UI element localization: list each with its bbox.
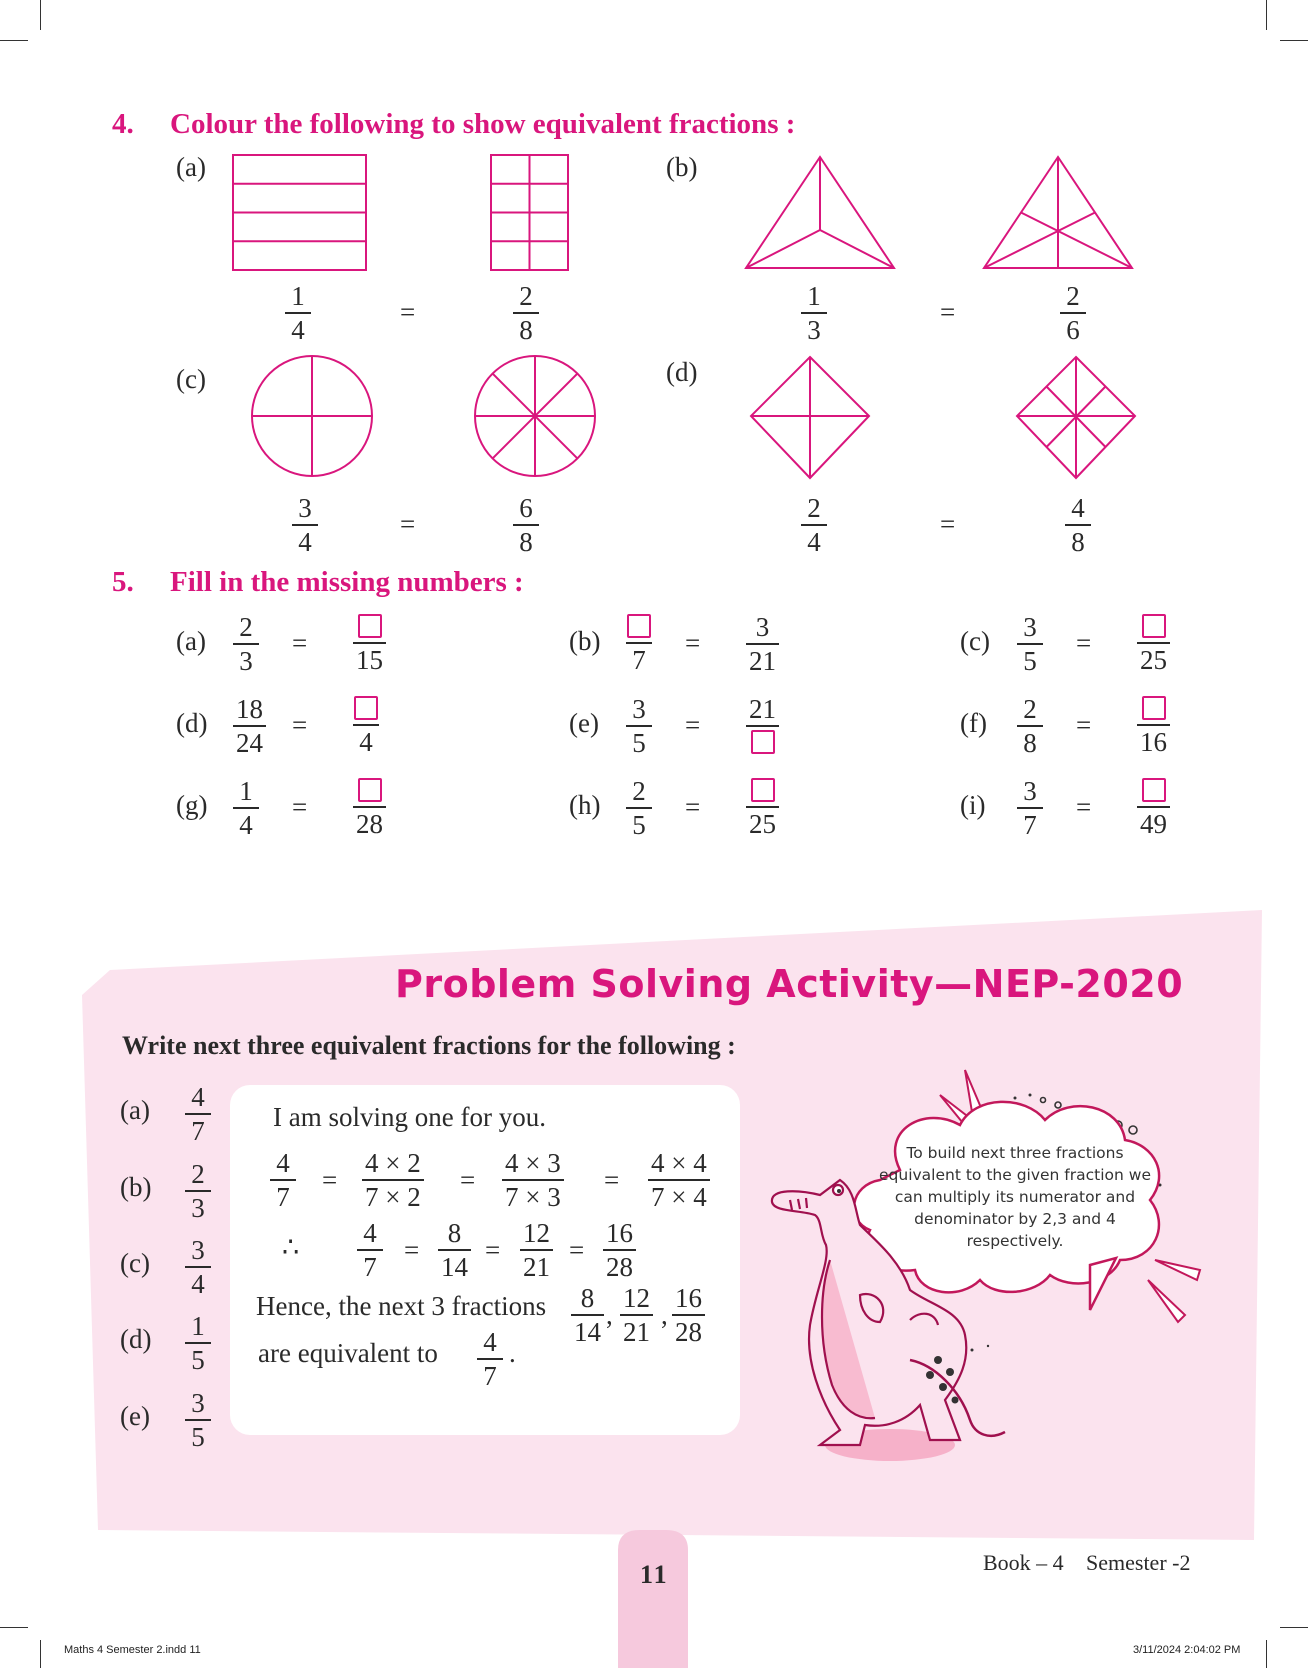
q5-right-fraction: 15 <box>353 612 386 675</box>
equals-sign: = <box>604 1165 620 1195</box>
semester-label: Semester -2 <box>1086 1550 1191 1575</box>
q5-left-fraction: 18 24 <box>233 694 266 758</box>
activity-item-label: (b) <box>120 1172 152 1202</box>
activity-fraction: 1 5 <box>185 1311 211 1375</box>
q5-item-label: (e) <box>569 708 599 738</box>
period: . <box>509 1338 516 1368</box>
crocodile-illustration <box>760 1060 1210 1500</box>
q5-right-fraction: 16 <box>1137 694 1170 757</box>
q4-label-b: (b) <box>666 152 698 182</box>
q4c-right-fraction: 6 8 <box>513 493 539 557</box>
page-number-tab <box>618 1530 688 1668</box>
q4b-left-fraction: 1 3 <box>801 281 827 345</box>
q5-item-label: (g) <box>176 790 208 820</box>
example-fraction: 8 14 <box>571 1283 604 1347</box>
equals-sign: = <box>400 509 416 539</box>
activity-heading: Problem Solving Activity—NEP-2020 <box>395 962 1184 1006</box>
example-intro: I am solving one for you. <box>273 1102 546 1132</box>
activity-item-label: (c) <box>120 1248 150 1278</box>
equals-sign: = <box>292 628 308 658</box>
equals-sign: = <box>685 792 701 822</box>
activity-fraction: 3 4 <box>185 1235 211 1299</box>
equals-sign: = <box>1076 710 1092 740</box>
example-fraction: 4 × 2 7 × 2 <box>362 1148 424 1212</box>
q5-right-fraction: 21 <box>746 694 779 757</box>
example-fraction: 4 7 <box>357 1218 383 1282</box>
activity-fraction: 2 3 <box>185 1159 211 1223</box>
q5-right-fraction: 49 <box>1137 776 1170 839</box>
q5-left-fraction: 7 <box>626 612 652 675</box>
q4c-left-fraction: 3 4 <box>292 493 318 557</box>
example-fraction: 16 28 <box>603 1218 636 1282</box>
equiv-text: are equivalent to <box>258 1338 438 1368</box>
q4-title: Colour the following to show equivalent fractions : <box>170 108 796 140</box>
q5-left-fraction: 2 5 <box>626 776 652 840</box>
q5-item-label: (a) <box>176 626 206 656</box>
equals-sign: = <box>404 1235 420 1265</box>
q4d-left-fraction: 2 4 <box>801 493 827 557</box>
comma: , <box>606 1300 613 1330</box>
q5-item-label: (d) <box>176 708 208 738</box>
activity-fraction: 3 5 <box>185 1388 211 1452</box>
equals-sign: = <box>460 1165 476 1195</box>
q5-right-fraction: 25 <box>746 776 779 839</box>
equals-sign: = <box>292 710 308 740</box>
q5-item-label: (f) <box>960 708 987 738</box>
equals-sign: = <box>940 509 956 539</box>
q4b-right-fraction: 2 6 <box>1060 281 1086 345</box>
hence-text: Hence, the next 3 fractions <box>256 1291 547 1321</box>
q4-label-a: (a) <box>176 152 206 182</box>
bubble-text: To build next three fractions equivalent to the given fraction we can multiply its numerator and denominator by 2,3 and 4 respectively. <box>879 1144 1151 1250</box>
equals-sign: = <box>400 297 416 327</box>
q5-left-fraction: 3 5 <box>626 694 652 758</box>
q5-right-fraction: 3 21 <box>746 612 779 676</box>
example-fraction: 4 × 3 7 × 3 <box>502 1148 564 1212</box>
equals-sign: = <box>485 1235 501 1265</box>
q5-item-label: (b) <box>569 626 601 656</box>
q5-left-fraction: 2 3 <box>233 612 259 676</box>
q5-number: 5. <box>112 566 134 598</box>
equals-sign: = <box>1076 628 1092 658</box>
equals-sign: = <box>1076 792 1092 822</box>
equals-sign: = <box>322 1165 338 1195</box>
example-fraction: 8 14 <box>438 1218 471 1282</box>
example-fraction: 4 7 <box>270 1148 296 1212</box>
example-fraction: 16 28 <box>672 1283 705 1347</box>
comma: , <box>661 1300 668 1330</box>
therefore-symbol: ∴ <box>282 1232 300 1262</box>
print-timestamp: 3/11/2024 2:04:02 PM <box>1133 1644 1241 1656</box>
q4-label-d: (d) <box>666 357 698 387</box>
q5-item-label: (c) <box>960 626 990 656</box>
equals-sign: = <box>292 792 308 822</box>
equals-sign: = <box>685 710 701 740</box>
example-fraction: 12 21 <box>620 1283 653 1347</box>
q4-label-c: (c) <box>176 364 206 394</box>
q5-left-fraction: 3 5 <box>1017 612 1043 676</box>
activity-item-label: (a) <box>120 1095 150 1125</box>
q5-right-fraction: 4 <box>353 694 379 757</box>
q5-left-fraction: 2 8 <box>1017 694 1043 758</box>
equals-sign: = <box>569 1235 585 1265</box>
page-number: 11 <box>640 1560 669 1589</box>
example-fraction: 4 7 <box>477 1327 503 1391</box>
q5-item-label: (i) <box>960 790 986 820</box>
example-fraction: 12 21 <box>520 1218 553 1282</box>
q5-item-label: (h) <box>569 790 601 820</box>
equals-sign: = <box>940 297 956 327</box>
file-slug: Maths 4 Semester 2.indd 11 <box>64 1644 201 1656</box>
book-label: Book – 4 <box>983 1550 1064 1575</box>
q4-number: 4. <box>112 108 134 140</box>
q5-right-fraction: 28 <box>353 776 386 839</box>
q4a-right-fraction: 2 8 <box>513 281 539 345</box>
activity-instruction: Write next three equivalent fractions for the following : <box>122 1031 736 1060</box>
q5-right-fraction: 25 <box>1137 612 1170 675</box>
equals-sign: = <box>685 628 701 658</box>
q5-title: Fill in the missing numbers : <box>170 566 524 598</box>
q4a-left-fraction: 1 4 <box>285 281 311 345</box>
q4d-right-fraction: 4 8 <box>1065 493 1091 557</box>
activity-item-label: (e) <box>120 1401 150 1431</box>
q5-left-fraction: 3 7 <box>1017 776 1043 840</box>
example-fraction: 4 × 4 7 × 4 <box>648 1148 710 1212</box>
activity-item-label: (d) <box>120 1324 152 1354</box>
activity-fraction: 4 7 <box>185 1082 211 1146</box>
q5-left-fraction: 1 4 <box>233 776 259 840</box>
